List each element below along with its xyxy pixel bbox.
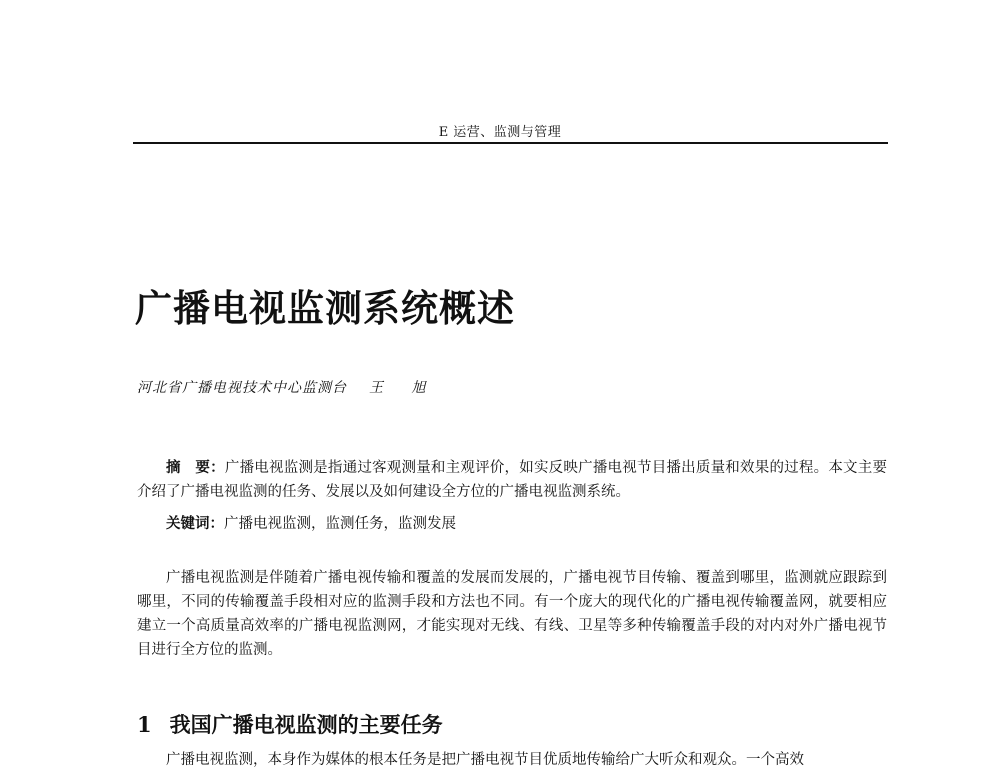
- article-title: 广播电视监测系统概述: [135, 286, 515, 330]
- abstract: [137, 456, 887, 504]
- intro-paragraph: 广播电视监测是伴随着广播电视传输和覆盖的发展而发展的，广播电视节目传输、覆盖到哪里，监测就应跟踪到哪里，不同的传输覆盖手段相对应的监测手段和方法也不同。有一个庞大的现代化的广播电视传输覆盖网，就要相应建立一个高质量高效率的广播电视监测网，才能实现对无线、有线、卫星等多种传输覆盖手段的对内对外广播电视节目进行全方位的监测。: [137, 570, 887, 658]
- abstract-text: 广播电视监测是指通过客观测量和主观评价，如实反映广播电视节目播出质量和效果的过程。本文主要介绍了广播电视监测的任务、发展以及如何建设全方位的广播电视监测系统。: [137, 460, 887, 500]
- author-name: 王 旭: [369, 380, 438, 396]
- section-heading: [137, 710, 443, 740]
- author-line: [137, 377, 437, 397]
- keywords: [137, 512, 887, 536]
- abstract-label: 摘 要：: [166, 459, 225, 476]
- header-rule: [133, 142, 888, 144]
- keywords-label: 关键词：: [166, 515, 224, 532]
- running-header: E 运营、监测与管理: [438, 125, 562, 140]
- section-body-first-line: 广播电视监测，本身作为媒体的根本任务是把广播电视节目优质地传输给广大听众和观众。一个高效: [166, 752, 804, 768]
- keywords-text: 广播电视监测，监测任务，监测发展: [224, 516, 456, 532]
- section-number: 1: [137, 712, 152, 737]
- section-title: 我国广播电视监测的主要任务: [169, 712, 443, 737]
- affiliation: 河北省广播电视技术中心监测台: [137, 380, 347, 396]
